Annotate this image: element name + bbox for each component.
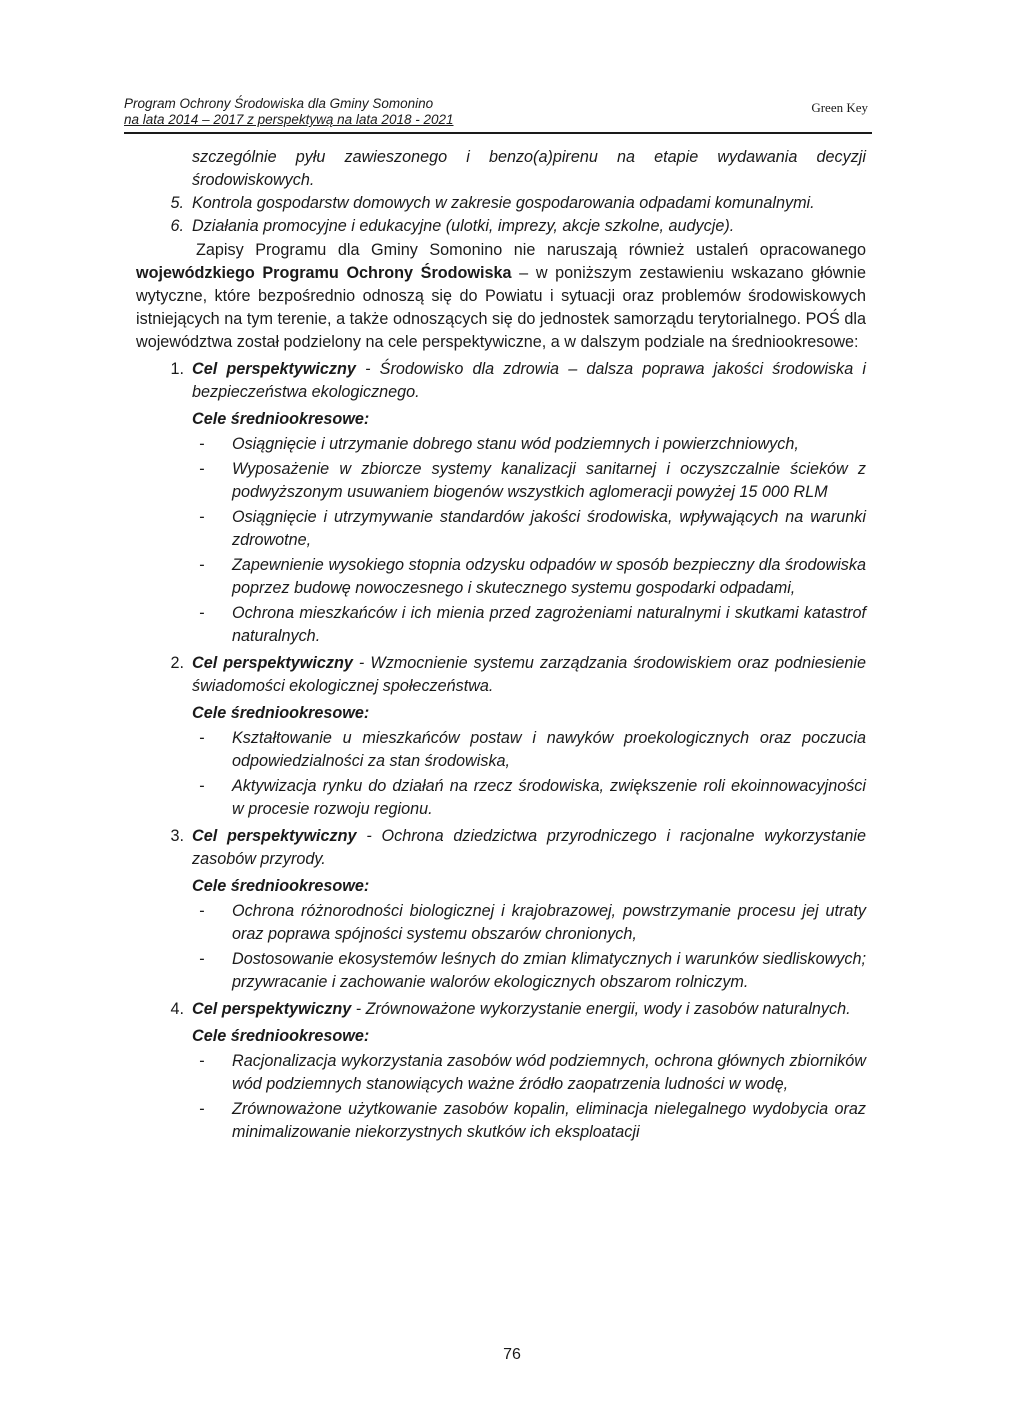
page-header	[124, 96, 872, 134]
subgoal-text: Aktywizacja rynku do działań na rzecz środowiska, zwiększenie roli ekoinnowacyjności w procesie rozwoju regionu.	[232, 777, 866, 818]
intro-item-text: Działania promocyjne i edukacyjne (ulotki, imprezy, akcje szkolne, audycje).	[192, 217, 735, 235]
goal-text	[192, 825, 866, 871]
subgoal-item	[136, 433, 866, 456]
goal-number: 3.	[170, 827, 184, 845]
goal-number: 4.	[170, 1000, 184, 1018]
page-number: 76	[503, 1346, 521, 1363]
goal-text	[192, 652, 866, 698]
goal	[136, 358, 866, 404]
intro-item	[136, 192, 866, 215]
intro-item-number: 5.	[170, 194, 184, 212]
goal-text	[192, 358, 866, 404]
goal-description: Środowisko dla zdrowia – dalsza poprawa jakości środowiska i bezpieczeństwa ekologicznego.	[192, 360, 866, 401]
subgoal-item	[136, 1098, 866, 1144]
dash-bullet: -	[199, 902, 205, 920]
subgoal-text: Racjonalizacja wykorzystania zasobów wód podziemnych, ochrona głównych zbiorników wód podziemnych stanowiących ważne źródło zaopatrzenia ludności w wodę,	[232, 1052, 866, 1093]
dash-bullet: -	[199, 556, 205, 574]
paragraph-part1: Zapisy Programu dla Gminy Somonino nie naruszają również ustaleń opracowanego	[196, 241, 866, 259]
subgoal-item	[136, 554, 866, 600]
goal-separator: -	[351, 1000, 366, 1018]
goal-label: Cel perspektywiczny	[192, 360, 356, 378]
goal-label: Cel perspektywiczny	[192, 827, 357, 845]
subgoals-heading: Cele średniookresowe:	[192, 877, 370, 895]
dash-bullet: -	[199, 508, 205, 526]
dash-bullet: -	[199, 1100, 205, 1118]
goal	[136, 998, 866, 1021]
goal	[136, 825, 866, 871]
paragraph-part2: – w poniższym zestawieniu wskazano głównie wytyczne, które bezpośrednio odnoszą się do Powiatu i sytuacji oraz problemów środowiskowych istniejących na tym terenie, a także odnoszących się do jednostek samorządu terytorialnego. POŚ dla województwa został podzielony na cele perspektywiczne, a w dalszym podziale na średniookresowe:	[136, 264, 866, 351]
goal-number: 2.	[170, 654, 184, 672]
subgoals-heading: Cele średniookresowe:	[192, 410, 370, 428]
subgoal-item	[136, 948, 866, 994]
subgoal-item	[136, 1050, 866, 1096]
subgoals-heading: Cele średniookresowe:	[192, 704, 370, 722]
goal-description: Wzmocnienie systemu zarządzania środowiskiem oraz podniesienie świadomości ekologicznej społeczeństwa.	[192, 654, 867, 695]
goal-label: Cel perspektywiczny	[192, 1000, 352, 1018]
goal-label: Cel perspektywiczny	[192, 654, 353, 672]
dash-bullet: -	[199, 460, 205, 478]
paragraph-bold: wojewódzkiego Programu Ochrony Środowiska	[136, 264, 512, 282]
subgoal-text: Zrównoważone użytkowanie zasobów kopalin, eliminacja nielegalnego wydobycia oraz minimalizowanie niekorzystnych skutków ich eksploatacji	[232, 1100, 866, 1141]
dash-bullet: -	[199, 435, 205, 453]
subgoal-item	[136, 506, 866, 552]
goal	[136, 652, 866, 698]
goal-separator: -	[355, 360, 380, 378]
goal-description: Zrównoważone wykorzystanie energii, wody i zasobów naturalnych.	[365, 1000, 851, 1018]
subgoal-text: Dostosowanie ekosystemów leśnych do zmian klimatycznych i warunków siedliskowych; przywracanie i zachowanie walorów ekologicznych obszarom rolniczym.	[232, 950, 866, 991]
subgoal-item	[136, 900, 866, 946]
header-title	[124, 96, 454, 128]
intro-item	[136, 215, 866, 238]
main-paragraph	[136, 239, 866, 354]
subgoal-text: Osiągnięcie i utrzymywanie standardów jakości środowiska, wpływających na warunki zdrowotne,	[232, 508, 866, 549]
dash-bullet: -	[199, 1052, 205, 1070]
dash-bullet: -	[199, 777, 205, 795]
intro-item-text: Kontrola gospodarstw domowych w zakresie gospodarowania odpadami komunalnymi.	[192, 194, 815, 212]
subgoal-text: Ochrona mieszkańców i ich mienia przed zagrożeniami naturalnymi i skutkami katastrof naturalnych.	[232, 604, 866, 645]
goal-number: 1.	[170, 360, 184, 378]
document-body	[136, 146, 866, 1144]
dash-bullet: -	[199, 604, 205, 622]
subgoal-text: Kształtowanie u mieszkańców postaw i nawyków proekologicznych oraz poczucia odpowiedzialności za stan środowiska,	[232, 729, 866, 770]
header-title-line1: Program Ochrony Środowiska dla Gminy Somonino	[124, 96, 434, 111]
subgoal-text: Wyposażenie w zbiorcze systemy kanalizacji sanitarnej i oczyszczalnie ścieków z podwyższonym usuwaniem biogenów wszystkich aglomeracji powyżej 15 000 RLM	[232, 460, 866, 501]
subgoals-heading: Cele średniookresowe:	[192, 1027, 370, 1045]
dash-bullet: -	[199, 729, 205, 747]
goal-description: Ochrona dziedzictwa przyrodniczego i racjonalne wykorzystanie zasobów przyrody.	[192, 827, 866, 868]
subgoal-item	[136, 458, 866, 504]
header-brand: Green Key	[811, 100, 868, 115]
subgoal-text: Osiągnięcie i utrzymanie dobrego stanu wód podziemnych i powierzchniowych,	[232, 435, 799, 453]
header-title-line2: na lata 2014 – 2017 z perspektywą na lata 2018 - 2021	[124, 112, 454, 127]
intro-item-number: 6.	[170, 217, 184, 235]
goal-separator: -	[352, 654, 371, 672]
goal-separator: -	[356, 827, 382, 845]
subgoal-item	[136, 602, 866, 648]
subgoal-item	[136, 727, 866, 773]
subgoal-item	[136, 775, 866, 821]
subgoal-text: Zapewnienie wysokiego stopnia odzysku odpadów w sposób bezpieczny dla środowiska poprzez budowę nowoczesnego i skutecznego systemu gospodarki odpadami,	[232, 556, 866, 597]
intro-continuation: szczególnie pyłu zawieszonego i benzo(a)pirenu na etapie wydawania decyzji środowiskowych.	[192, 148, 866, 189]
subgoal-text: Ochrona różnorodności biologicznej i krajobrazowej, powstrzymanie procesu jej utraty oraz poprawa spójności systemu obszarów chronionych,	[232, 902, 866, 943]
dash-bullet: -	[199, 950, 205, 968]
goal-text	[192, 998, 866, 1021]
